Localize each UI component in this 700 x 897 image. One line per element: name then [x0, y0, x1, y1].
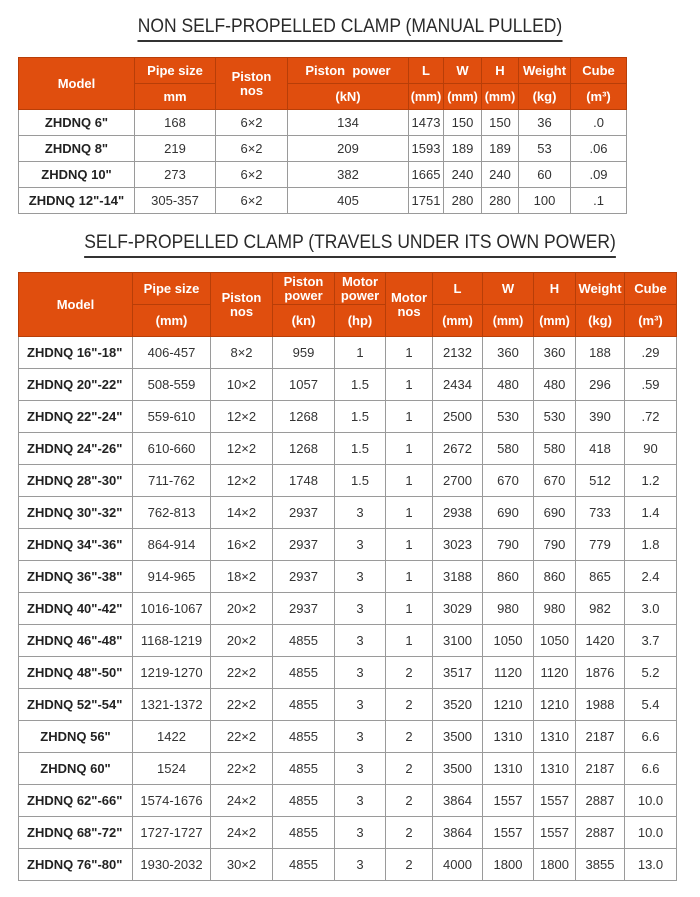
value-cell: 1876	[576, 657, 625, 689]
model-cell: ZHDNQ 36"-38"	[19, 561, 133, 593]
value-cell: 2937	[273, 561, 335, 593]
value-cell: 690	[483, 497, 534, 529]
header-h: H	[534, 273, 576, 305]
value-cell: 1310	[483, 721, 534, 753]
value-cell: 3	[335, 721, 386, 753]
table-row	[19, 849, 677, 881]
value-cell: 4855	[273, 689, 335, 721]
value-cell: 779	[576, 529, 625, 561]
value-cell: 733	[576, 497, 625, 529]
header-l: L	[409, 58, 444, 84]
table-row	[19, 136, 687, 162]
header-w-unit: (mm)	[483, 305, 534, 337]
value-cell: 3023	[433, 529, 483, 561]
value-cell: 2	[386, 849, 433, 881]
model-cell: ZHDNQ 22"-24"	[19, 401, 133, 433]
value-cell: 2672	[433, 433, 483, 465]
value-cell: 240	[444, 162, 482, 188]
header-piston-nos: Piston nos	[216, 58, 288, 110]
table-row	[19, 785, 677, 817]
value-cell: 2887	[576, 817, 625, 849]
value-cell: 690	[534, 497, 576, 529]
header-cube: Cube	[625, 273, 677, 305]
table-row	[19, 817, 677, 849]
table-row	[19, 593, 677, 625]
model-cell: ZHDNQ 60"	[19, 753, 133, 785]
value-cell: 1	[386, 401, 433, 433]
value-cell: 2887	[576, 785, 625, 817]
header-l-unit: (mm)	[433, 305, 483, 337]
model-cell: ZHDNQ 30"-32"	[19, 497, 133, 529]
value-cell: 1524	[133, 753, 211, 785]
value-cell: 1120	[483, 657, 534, 689]
value-cell: 1557	[534, 785, 576, 817]
model-cell: ZHDNQ 16"-18"	[19, 337, 133, 369]
value-cell: 530	[483, 401, 534, 433]
header-model: Model	[19, 58, 135, 110]
value-cell: 1665	[409, 162, 444, 188]
model-cell: ZHDNQ 6"	[19, 110, 135, 136]
value-cell: 2	[386, 689, 433, 721]
value-cell: 1050	[534, 625, 576, 657]
value-cell: 980	[534, 593, 576, 625]
value-cell: 508-559	[133, 369, 211, 401]
value-cell: 3520	[433, 689, 483, 721]
value-cell: 3.7	[625, 625, 677, 657]
table-row	[19, 657, 677, 689]
model-cell: ZHDNQ 8"	[19, 136, 135, 162]
value-cell: 3	[335, 657, 386, 689]
value-cell: 865	[576, 561, 625, 593]
header-pipe-size: Pipe size	[133, 273, 211, 305]
header-cube-unit: (m³)	[625, 305, 677, 337]
value-cell: 4855	[273, 625, 335, 657]
value-cell: 1.5	[335, 401, 386, 433]
header-piston-power: Piston power	[288, 58, 409, 84]
model-cell: ZHDNQ 68"-72"	[19, 817, 133, 849]
model-cell: ZHDNQ 12"-14"	[19, 188, 135, 214]
value-cell: 6×2	[216, 110, 288, 136]
value-cell: 1	[386, 497, 433, 529]
header-l: L	[433, 273, 483, 305]
value-cell: 914-965	[133, 561, 211, 593]
value-cell: 3517	[433, 657, 483, 689]
value-cell: 150	[482, 110, 519, 136]
value-cell: 3	[335, 561, 386, 593]
value-cell: 860	[483, 561, 534, 593]
header-weight-unit: (kg)	[519, 84, 571, 110]
value-cell: 60	[519, 162, 571, 188]
value-cell: .72	[625, 401, 677, 433]
model-cell: ZHDNQ 20"-22"	[19, 369, 133, 401]
table-row	[19, 465, 677, 497]
header-h-unit: (mm)	[482, 84, 519, 110]
value-cell: 762-813	[133, 497, 211, 529]
value-cell: 1593	[409, 136, 444, 162]
value-cell: 305-357	[135, 188, 216, 214]
table-row	[19, 433, 677, 465]
value-cell: 1268	[273, 433, 335, 465]
value-cell: 1.5	[335, 465, 386, 497]
value-cell: 512	[576, 465, 625, 497]
value-cell: 273	[135, 162, 216, 188]
value-cell: 580	[534, 433, 576, 465]
value-cell: 2.4	[625, 561, 677, 593]
value-cell: 1268	[273, 401, 335, 433]
value-cell: 36	[519, 110, 571, 136]
header-h: H	[482, 58, 519, 84]
value-cell: 1310	[483, 753, 534, 785]
value-cell: 2	[386, 721, 433, 753]
value-cell: 1219-1270	[133, 657, 211, 689]
value-cell: 10×2	[211, 369, 273, 401]
header-cube-unit: (m³)	[571, 84, 627, 110]
model-cell: ZHDNQ 48"-50"	[19, 657, 133, 689]
value-cell: 1210	[534, 689, 576, 721]
value-cell: 1800	[483, 849, 534, 881]
table-row	[19, 188, 687, 214]
model-cell: ZHDNQ 56"	[19, 721, 133, 753]
value-cell: 6×2	[216, 188, 288, 214]
value-cell: 20×2	[211, 593, 273, 625]
value-cell: 1310	[534, 721, 576, 753]
value-cell: 670	[534, 465, 576, 497]
value-cell: 3500	[433, 753, 483, 785]
value-cell: 406-457	[133, 337, 211, 369]
value-cell: .09	[571, 162, 627, 188]
header-piston-power: Piston power	[273, 273, 335, 305]
value-cell: 22×2	[211, 753, 273, 785]
value-cell: 24×2	[211, 785, 273, 817]
table-row	[19, 497, 677, 529]
header-motor-power-unit: (hp)	[335, 305, 386, 337]
value-cell: 3188	[433, 561, 483, 593]
model-cell: ZHDNQ 28"-30"	[19, 465, 133, 497]
value-cell: 2937	[273, 593, 335, 625]
value-cell: 12×2	[211, 401, 273, 433]
value-cell: 1.5	[335, 433, 386, 465]
value-cell: 3	[335, 497, 386, 529]
value-cell: 1420	[576, 625, 625, 657]
model-cell: ZHDNQ 24"-26"	[19, 433, 133, 465]
value-cell: 209	[288, 136, 409, 162]
header-l-unit: (mm)	[409, 84, 444, 110]
value-cell: 1168-1219	[133, 625, 211, 657]
value-cell: 14×2	[211, 497, 273, 529]
value-cell: 1	[386, 593, 433, 625]
value-cell: 3	[335, 785, 386, 817]
value-cell: 864-914	[133, 529, 211, 561]
value-cell: 1016-1067	[133, 593, 211, 625]
value-cell: 959	[273, 337, 335, 369]
value-cell: 3	[335, 593, 386, 625]
value-cell: 150	[444, 110, 482, 136]
value-cell: 1.2	[625, 465, 677, 497]
header-piston-power-unit: (kN)	[288, 84, 409, 110]
value-cell: 860	[534, 561, 576, 593]
model-cell: ZHDNQ 62"-66"	[19, 785, 133, 817]
value-cell: 559-610	[133, 401, 211, 433]
value-cell: 1574-1676	[133, 785, 211, 817]
value-cell: 280	[482, 188, 519, 214]
value-cell: 1	[386, 625, 433, 657]
model-cell: ZHDNQ 34"-36"	[19, 529, 133, 561]
table-row	[19, 561, 677, 593]
value-cell: 1557	[534, 817, 576, 849]
value-cell: 2434	[433, 369, 483, 401]
value-cell: 360	[534, 337, 576, 369]
header-weight-unit: (kg)	[576, 305, 625, 337]
value-cell: 1	[386, 529, 433, 561]
value-cell: 1120	[534, 657, 576, 689]
table-row	[19, 369, 677, 401]
table-row	[19, 721, 677, 753]
header-w: W	[444, 58, 482, 84]
value-cell: 1800	[534, 849, 576, 881]
value-cell: 1	[386, 465, 433, 497]
value-cell: 5.4	[625, 689, 677, 721]
value-cell: .29	[625, 337, 677, 369]
value-cell: 2	[386, 657, 433, 689]
value-cell: 2	[386, 817, 433, 849]
value-cell: 982	[576, 593, 625, 625]
value-cell: 168	[135, 110, 216, 136]
value-cell: .06	[571, 136, 627, 162]
value-cell: 10.0	[625, 785, 677, 817]
value-cell: 6.6	[625, 721, 677, 753]
value-cell: 1930-2032	[133, 849, 211, 881]
value-cell: 4855	[273, 657, 335, 689]
value-cell: 1751	[409, 188, 444, 214]
value-cell: 1	[335, 337, 386, 369]
header-piston-power-unit: (kn)	[273, 305, 335, 337]
value-cell: 1.8	[625, 529, 677, 561]
header-motor-power: Motor power	[335, 273, 386, 305]
table-row	[19, 753, 677, 785]
value-cell: 3	[335, 689, 386, 721]
value-cell: 12×2	[211, 465, 273, 497]
self-propelled-clamp-title: SELF-PROPELLED CLAMP (TRAVELS UNDER ITS OWN POWER)	[28, 232, 672, 258]
value-cell: 5.2	[625, 657, 677, 689]
value-cell: 4000	[433, 849, 483, 881]
value-cell: .59	[625, 369, 677, 401]
value-cell: 3100	[433, 625, 483, 657]
value-cell: 1057	[273, 369, 335, 401]
header-model: Model	[19, 273, 133, 337]
value-cell: 480	[534, 369, 576, 401]
header-weight: Weight	[576, 273, 625, 305]
value-cell: 1	[386, 433, 433, 465]
value-cell: 1	[386, 561, 433, 593]
value-cell: 2	[386, 785, 433, 817]
value-cell: 790	[534, 529, 576, 561]
value-cell: 530	[534, 401, 576, 433]
value-cell: 2	[386, 753, 433, 785]
model-cell: ZHDNQ 52"-54"	[19, 689, 133, 721]
value-cell: 480	[483, 369, 534, 401]
value-cell: 2187	[576, 721, 625, 753]
header-pipe-size: Pipe size	[135, 58, 216, 84]
table-row	[19, 529, 677, 561]
value-cell: 1557	[483, 817, 534, 849]
value-cell: 1.5	[335, 369, 386, 401]
value-cell: 189	[482, 136, 519, 162]
value-cell: 3	[335, 849, 386, 881]
value-cell: 16×2	[211, 529, 273, 561]
value-cell: 8×2	[211, 337, 273, 369]
value-cell: 22×2	[211, 721, 273, 753]
manual-clamp-title: NON SELF-PROPELLED CLAMP (MANUAL PULLED)	[28, 16, 672, 42]
value-cell: 30×2	[211, 849, 273, 881]
value-cell: 580	[483, 433, 534, 465]
header-pipe-size-unit: mm	[135, 84, 216, 110]
header-piston-nos: Piston nos	[211, 273, 273, 337]
value-cell: 2500	[433, 401, 483, 433]
value-cell: 4855	[273, 785, 335, 817]
value-cell: 360	[483, 337, 534, 369]
value-cell: 3029	[433, 593, 483, 625]
value-cell: 1321-1372	[133, 689, 211, 721]
value-cell: 3	[335, 529, 386, 561]
value-cell: 1557	[483, 785, 534, 817]
value-cell: 53	[519, 136, 571, 162]
value-cell: 3	[335, 753, 386, 785]
value-cell: 3	[335, 817, 386, 849]
header-weight: Weight	[519, 58, 571, 84]
header-w-unit: (mm)	[444, 84, 482, 110]
value-cell: 980	[483, 593, 534, 625]
value-cell: 90	[625, 433, 677, 465]
value-cell: 1727-1727	[133, 817, 211, 849]
value-cell: 6.6	[625, 753, 677, 785]
table-row	[19, 625, 677, 657]
table-row	[19, 110, 687, 136]
value-cell: 3855	[576, 849, 625, 881]
value-cell: 219	[135, 136, 216, 162]
value-cell: 3864	[433, 785, 483, 817]
value-cell: 4855	[273, 753, 335, 785]
manual-clamp-table	[18, 57, 687, 214]
value-cell: 6×2	[216, 136, 288, 162]
value-cell: 1050	[483, 625, 534, 657]
value-cell: 22×2	[211, 689, 273, 721]
model-cell: ZHDNQ 46"-48"	[19, 625, 133, 657]
table-row	[19, 689, 677, 721]
value-cell: 134	[288, 110, 409, 136]
header-h-unit: (mm)	[534, 305, 576, 337]
value-cell: 20×2	[211, 625, 273, 657]
value-cell: 1210	[483, 689, 534, 721]
value-cell: 4855	[273, 849, 335, 881]
self-propelled-clamp-table	[18, 272, 677, 881]
value-cell: 4855	[273, 721, 335, 753]
value-cell: 2937	[273, 497, 335, 529]
value-cell: 1748	[273, 465, 335, 497]
value-cell: 100	[519, 188, 571, 214]
value-cell: 610-660	[133, 433, 211, 465]
value-cell: 1473	[409, 110, 444, 136]
value-cell: 1.4	[625, 497, 677, 529]
value-cell: 6×2	[216, 162, 288, 188]
header-pipe-size-unit: (mm)	[133, 305, 211, 337]
value-cell: 1	[386, 369, 433, 401]
table-row	[19, 162, 687, 188]
table-row	[19, 401, 677, 433]
model-cell: ZHDNQ 76"-80"	[19, 849, 133, 881]
value-cell: 2937	[273, 529, 335, 561]
value-cell: 22×2	[211, 657, 273, 689]
value-cell: 188	[576, 337, 625, 369]
value-cell: 1988	[576, 689, 625, 721]
header-w: W	[483, 273, 534, 305]
value-cell: 280	[444, 188, 482, 214]
value-cell: 189	[444, 136, 482, 162]
value-cell: 10.0	[625, 817, 677, 849]
value-cell: 2700	[433, 465, 483, 497]
value-cell: 4855	[273, 817, 335, 849]
value-cell: 240	[482, 162, 519, 188]
value-cell: 670	[483, 465, 534, 497]
value-cell: 2132	[433, 337, 483, 369]
value-cell: 18×2	[211, 561, 273, 593]
value-cell: 3864	[433, 817, 483, 849]
value-cell: 12×2	[211, 433, 273, 465]
value-cell: 1422	[133, 721, 211, 753]
value-cell: 13.0	[625, 849, 677, 881]
value-cell: .1	[571, 188, 627, 214]
value-cell: 1310	[534, 753, 576, 785]
value-cell: 2938	[433, 497, 483, 529]
value-cell: 2187	[576, 753, 625, 785]
value-cell: 3500	[433, 721, 483, 753]
model-cell: ZHDNQ 40"-42"	[19, 593, 133, 625]
table-row	[19, 337, 677, 369]
value-cell: 3	[335, 625, 386, 657]
value-cell: 790	[483, 529, 534, 561]
model-cell: ZHDNQ 10"	[19, 162, 135, 188]
value-cell: 24×2	[211, 817, 273, 849]
value-cell: .0	[571, 110, 627, 136]
value-cell: 418	[576, 433, 625, 465]
value-cell: 3.0	[625, 593, 677, 625]
value-cell: 711-762	[133, 465, 211, 497]
value-cell: 390	[576, 401, 625, 433]
value-cell: 1	[386, 337, 433, 369]
value-cell: 382	[288, 162, 409, 188]
header-motor-nos: Motor nos	[386, 273, 433, 337]
value-cell: 296	[576, 369, 625, 401]
header-cube: Cube	[571, 58, 627, 84]
value-cell: 405	[288, 188, 409, 214]
